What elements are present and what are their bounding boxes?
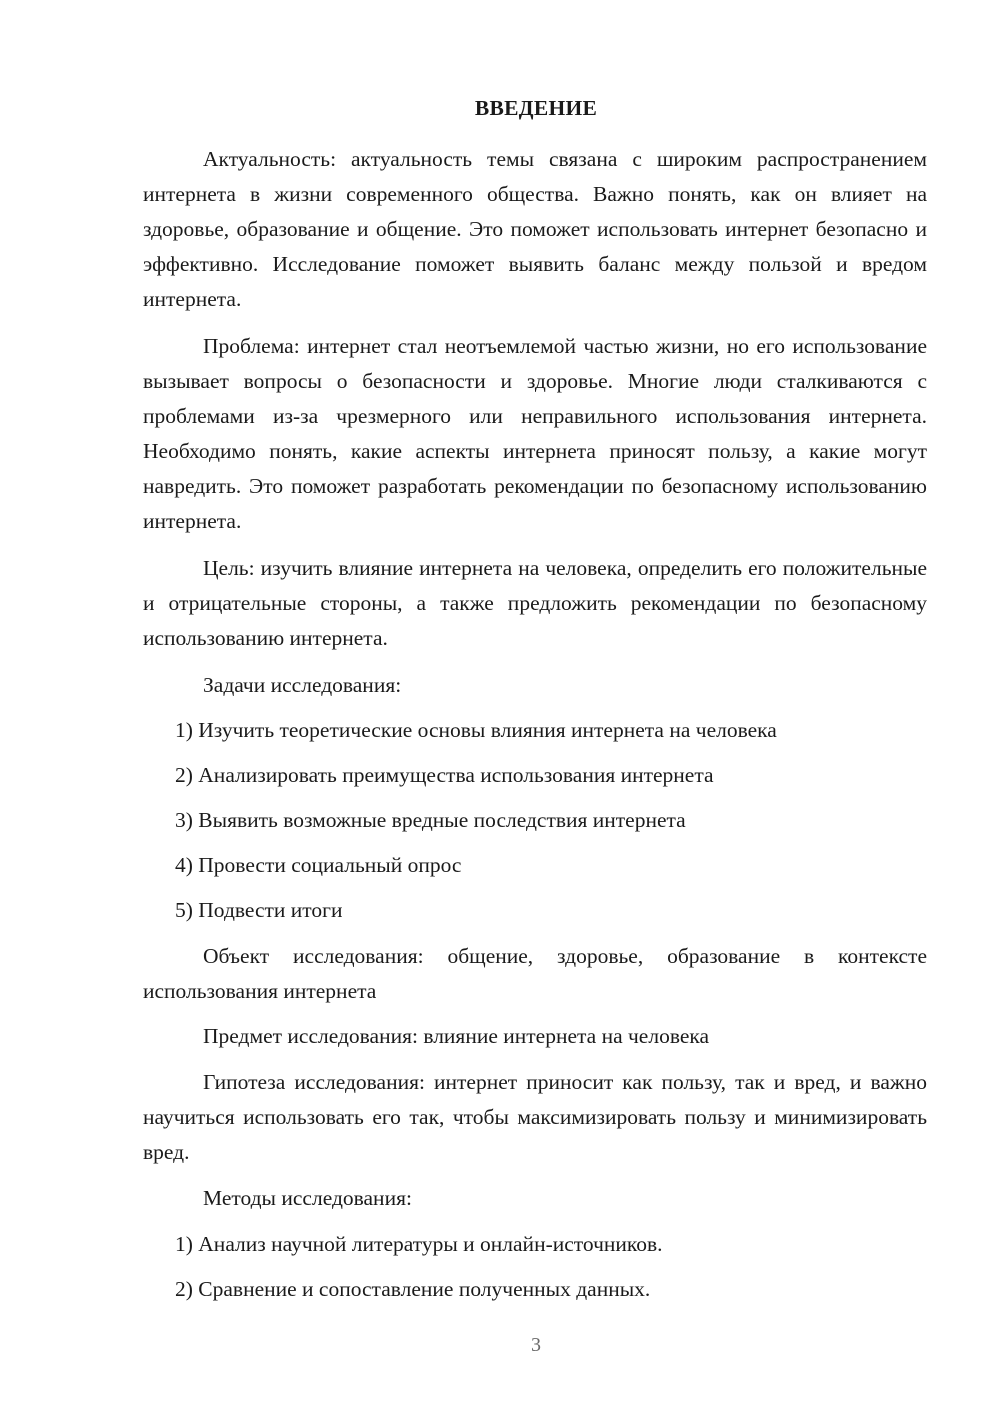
relevance-paragraph: Актуальность: актуальность темы связана с широким распространением интернета в жизни современного общества. Важно понять, как он влияет на здоровье, образование и общение. Это поможет использовать интернет безопасно и эффективно. Исследование поможет выявить баланс между пользой и вредом интернета. [143, 147, 927, 311]
method-item: 1) Анализ научной литературы и онлайн-источников. [175, 1232, 663, 1256]
goal-paragraph: Цель: изучить влияние интернета на человека, определить его положительные и отрицательные стороны, а также предложить рекомендации по безопасному использованию интернета. [143, 556, 927, 650]
subject-paragraph: Предмет исследования: влияние интернета на человека [203, 1024, 710, 1048]
object-paragraph: Объект исследования: общение, здоровье, образование в контексте использования интернета [143, 944, 927, 1003]
hypothesis-paragraph: Гипотеза исследования: интернет приносит как пользу, так и вред, и важно научиться использовать его так, чтобы максимизировать пользу и минимизировать вред. [143, 1070, 927, 1164]
page-number: 3 [531, 1334, 541, 1356]
tasks-heading: Задачи исследования: [203, 673, 402, 697]
method-item: 2) Сравнение и сопоставление полученных данных. [175, 1277, 651, 1301]
task-item: 4) Провести социальный опрос [175, 853, 462, 877]
task-item: 2) Анализировать преимущества использования интернета [175, 763, 714, 787]
page-title: ВВЕДЕНИЕ [474, 96, 598, 120]
problem-paragraph: Проблема: интернет стал неотъемлемой частью жизни, но его использование вызывает вопросы о безопасности и здоровье. Многие люди сталкиваются с проблемами из-за чрезмерного или неправильного использования интернета. Необходимо понять, какие аспекты интернета приносят пользу, а какие могут навредить. Это поможет разработать рекомендации по безопасному использованию интернета. [143, 334, 927, 533]
task-item: 3) Выявить возможные вредные последствия интернета [175, 808, 686, 832]
task-item: 1) Изучить теоретические основы влияния интернета на человека [175, 718, 777, 742]
methods-heading: Методы исследования: [203, 1186, 412, 1210]
task-item: 5) Подвести итоги [175, 898, 343, 922]
